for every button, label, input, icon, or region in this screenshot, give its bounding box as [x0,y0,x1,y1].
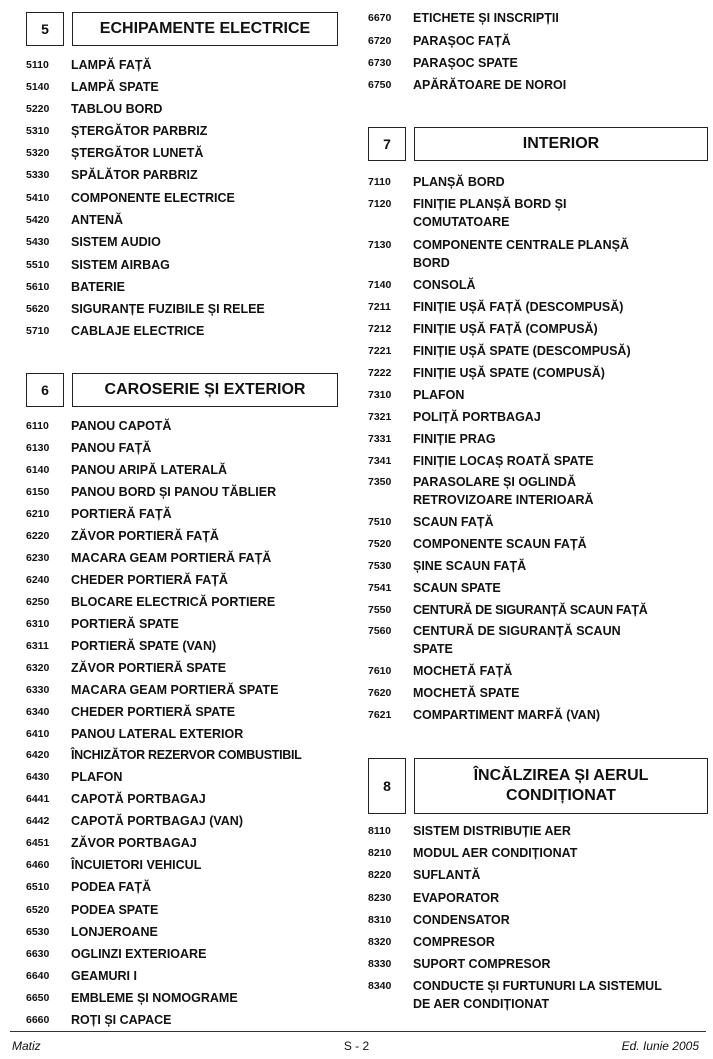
list-item [368,662,706,680]
item-name: CONDENSATOR [413,913,510,927]
item-name: PODEA FAȚĂ [71,880,152,894]
item-code: 6750 [368,79,392,91]
item-name: MOCHETĂ SPATE [413,686,520,700]
list-item [26,189,336,207]
item-name: PORTIERĂ SPATE [71,617,179,631]
item-code: 7560 [368,625,392,637]
item-name: SISTEM DISTRIBUȚIE AER [413,824,571,838]
item-name: CONSOLĂ [413,278,476,292]
item-code: 5330 [26,169,50,181]
item-name: CENTURĂ DE SIGURANȚĂ SCAUN SPATE [413,624,621,656]
list-item [26,856,336,874]
item-name: MODUL AER CONDIȚIONAT [413,846,578,860]
item-name: SCAUN SPATE [413,581,501,595]
item-code: 8220 [368,869,392,881]
list-item [26,746,342,764]
item-name: APĂRĂTOARE DE NOROI [413,78,567,92]
item-code: 8110 [368,825,391,837]
list-item [368,866,706,884]
item-code: 6441 [26,793,50,805]
footer-edition: Ed. Iunie 2005 [621,1039,699,1053]
item-code: 7621 [368,709,392,721]
item-code: 7350 [368,476,392,488]
item-code: 8330 [368,958,392,970]
item-name: ETICHETE ȘI INSCRIPȚII [413,11,559,25]
list-item [368,684,706,702]
item-name: PORTIERĂ FAȚĂ [71,507,172,521]
item-code: 6330 [26,684,50,696]
item-name: SUPORT COMPRESOR [413,957,551,971]
list-item [26,56,336,74]
item-name: PANOU FAȚĂ [71,441,152,455]
item-code: 5110 [26,59,49,71]
section-title: INTERIOR [414,127,708,161]
item-name: LONJEROANE [71,925,158,939]
item-name: FINIȚIE UȘĂ SPATE (DESCOMPUSĂ) [413,344,631,358]
item-name: CHEDER PORTIERĂ FAȚĂ [71,573,228,587]
list-item [368,320,706,338]
item-code: 6720 [368,35,392,47]
list-item [368,173,706,191]
list-item [26,989,336,1007]
list-item [26,439,336,457]
item-code: 5140 [26,81,50,93]
item-name: COMPRESOR [413,935,495,949]
item-name: COMPONENTE ELECTRICE [71,191,235,205]
list-item [26,637,336,655]
list-item [26,322,336,340]
list-item [368,933,706,951]
item-code: 5220 [26,103,50,115]
list-item [26,725,336,743]
list-item [368,557,706,575]
item-code: 7331 [368,433,392,445]
item-code: 7550 [368,604,392,616]
item-name: ȘTERGĂTOR LUNETĂ [71,146,204,160]
item-name: PARAȘOC SPATE [413,56,518,70]
list-item [26,967,336,985]
list-item [26,166,336,184]
list-item [368,844,706,862]
item-name: PARASOLARE ȘI OGLINDĂ RETROVIZOARE INTERIOARĂ [413,475,594,507]
section-number: 7 [368,127,406,161]
list-item [26,211,336,229]
list-item [26,878,336,896]
list-item [26,300,336,318]
item-code: 6530 [26,926,50,938]
item-code: 6320 [26,662,50,674]
item-code: 6660 [26,1014,50,1026]
item-name: SUFLANTĂ [413,868,481,882]
item-name: PANOU CAPOTĂ [71,419,172,433]
item-code: 7341 [368,455,392,467]
list-item [26,1011,336,1029]
item-name: PORTIERĂ SPATE (VAN) [71,639,217,653]
item-name: LAMPĂ SPATE [71,80,159,94]
section-title: ECHIPAMENTE ELECTRICE [72,12,338,46]
list-item [26,417,336,435]
item-code: 7212 [368,323,392,335]
list-item [368,822,706,840]
item-code: 6730 [368,57,392,69]
item-code: 6340 [26,706,50,718]
item-name: CAPOTĂ PORTBAGAJ (VAN) [71,814,243,828]
list-item [26,790,336,808]
item-code: 6110 [26,420,49,432]
item-name: CAPOTĂ PORTBAGAJ [71,792,206,806]
item-code: 8320 [368,936,392,948]
list-item [26,945,336,963]
item-name: PLAFON [413,388,465,402]
item-name: EVAPORATOR [413,891,500,905]
item-name: CONDUCTE ȘI FURTUNURI LA SISTEMUL DE AER CONDIȚIONAT [413,979,662,1011]
section-6-header [26,373,338,407]
item-code: 6250 [26,596,50,608]
list-item [26,256,336,274]
item-name: CABLAJE ELECTRICE [71,324,205,338]
item-code: 7610 [368,665,392,677]
list-item [26,527,336,545]
item-code: 6520 [26,904,50,916]
list-item [368,579,706,597]
list-item [368,889,706,907]
item-code: 8230 [368,892,392,904]
list-item [368,364,706,382]
item-code: 5710 [26,325,50,337]
item-code: 7541 [368,582,392,594]
item-code: 5320 [26,147,50,159]
list-item [26,768,336,786]
section-7-header [368,127,708,161]
item-name: POLIȚĂ PORTBAGAJ [413,410,541,424]
item-name: ȘTERGĂTOR PARBRIZ [71,124,208,138]
footer-model: Matiz [12,1039,41,1053]
section-number: 6 [26,373,64,407]
item-code: 6210 [26,508,50,520]
list-item [368,955,706,973]
list-item [26,100,336,118]
item-name: OGLINZI EXTERIOARE [71,947,207,961]
section-title: ÎNCĂLZIREA ȘI AERUL CONDIȚIONAT [414,758,708,814]
list-item [26,505,336,523]
item-code: 5420 [26,214,50,226]
item-code: 7530 [368,560,392,572]
list-item [26,615,336,633]
section-number: 5 [26,12,64,46]
list-item [26,834,336,852]
item-name: COMPONENTE SCAUN FAȚĂ [413,537,587,551]
list-item [368,535,706,553]
list-item [368,408,706,426]
item-code: 5310 [26,125,50,137]
footer-divider [10,1031,706,1032]
item-code: 6670 [368,12,392,24]
item-code: 6640 [26,970,50,982]
item-name: MACARA GEAM PORTIERĂ SPATE [71,683,279,697]
list-item [368,32,706,50]
list-item [368,195,618,231]
list-item [368,342,706,360]
item-name: ROȚI ȘI CAPACE [71,1013,172,1027]
item-name: BLOCARE ELECTRICĂ PORTIERE [71,595,276,609]
list-item [368,236,668,272]
list-item [26,549,336,567]
item-name: MACARA GEAM PORTIERĂ FAȚĂ [71,551,272,565]
item-name: ȘINE SCAUN FAȚĂ [413,559,527,573]
list-item [368,622,658,658]
list-item [368,911,706,929]
list-item [368,977,668,1013]
item-name: FINIȚIE LOCAȘ ROATĂ SPATE [413,454,594,468]
list-item [368,276,706,294]
item-code: 7321 [368,411,392,423]
item-name: SIGURANȚE FUZIBILE ȘI RELEE [71,302,265,316]
item-code: 6650 [26,992,50,1004]
page-number: S - 2 [343,1039,370,1053]
item-code: 6310 [26,618,50,630]
list-item [26,659,336,677]
list-item [368,452,706,470]
item-name: SCAUN FAȚĂ [413,515,494,529]
list-item [368,473,638,509]
item-name: CENTURĂ DE SIGURANȚĂ SCAUN FAȚĂ [413,603,648,617]
item-code: 6630 [26,948,50,960]
item-name: FINIȚIE UȘĂ FAȚĂ (COMPUSĂ) [413,322,598,336]
list-item [26,571,336,589]
item-code: 8210 [368,847,392,859]
list-item [26,122,336,140]
item-name: PANOU ARIPĂ LATERALĂ [71,463,228,477]
item-name: SPĂLĂTOR PARBRIZ [71,168,198,182]
item-code: 6451 [26,837,50,849]
item-name: ANTENĂ [71,213,124,227]
list-item [26,461,336,479]
item-name: FINIȚIE UȘĂ SPATE (COMPUSĂ) [413,366,605,380]
item-code: 8310 [368,914,392,926]
item-name: EMBLEME ȘI NOMOGRAME [71,991,238,1005]
item-name: GEAMURI I [71,969,137,983]
item-code: 7620 [368,687,392,699]
item-name: CHEDER PORTIERĂ SPATE [71,705,236,719]
list-item [26,812,336,830]
list-item [368,706,706,724]
item-code: 7221 [368,345,392,357]
item-name: PLAFON [71,770,123,784]
list-item [26,144,336,162]
section-8-header [368,758,708,814]
list-item [368,76,706,94]
item-name: FINIȚIE PLANȘĂ BORD ȘI COMUTATOARE [413,197,567,229]
item-name: TABLOU BORD [71,102,163,116]
section-title: CAROSERIE ȘI EXTERIOR [72,373,338,407]
item-name: PLANȘĂ BORD [413,175,505,189]
item-code: 8340 [368,980,392,992]
list-item [368,298,706,316]
item-code: 7222 [368,367,392,379]
item-code: 7211 [368,301,391,313]
item-code: 6430 [26,771,50,783]
item-code: 7140 [368,279,392,291]
item-name: ZĂVOR PORTIERĂ FAȚĂ [71,529,219,543]
list-item [368,601,708,619]
list-item [26,703,336,721]
item-code: 6230 [26,552,50,564]
item-name: SISTEM AIRBAG [71,258,170,272]
item-name: ZĂVOR PORTBAGAJ [71,836,197,850]
item-code: 7120 [368,198,392,210]
item-name: FINIȚIE PRAG [413,432,496,446]
item-code: 6220 [26,530,50,542]
item-name: MOCHETĂ FAȚĂ [413,664,513,678]
item-code: 6460 [26,859,50,871]
list-item [26,681,336,699]
item-code: 6311 [26,640,49,652]
list-item [368,9,706,27]
item-code: 7130 [368,239,392,251]
item-code: 7110 [368,176,391,188]
item-name: COMPARTIMENT MARFĂ (VAN) [413,708,601,722]
list-item [26,278,336,296]
item-code: 5430 [26,236,50,248]
item-name: PANOU LATERAL EXTERIOR [71,727,244,741]
list-item [26,593,336,611]
item-name: SISTEM AUDIO [71,235,161,249]
list-item [26,78,336,96]
item-code: 6140 [26,464,50,476]
item-code: 6420 [26,749,50,761]
item-code: 6442 [26,815,50,827]
item-code: 6510 [26,881,50,893]
list-item [368,54,706,72]
item-name: PARAȘOC FAȚĂ [413,34,511,48]
list-item [368,513,706,531]
item-code: 6130 [26,442,50,454]
list-item [368,430,706,448]
item-code: 7510 [368,516,392,528]
item-name: ZĂVOR PORTIERĂ SPATE [71,661,227,675]
list-item [26,901,336,919]
section-number: 8 [368,758,406,814]
list-item [26,923,336,941]
item-name: BATERIE [71,280,125,294]
item-code: 6150 [26,486,50,498]
item-code: 5510 [26,259,50,271]
list-item [26,483,336,501]
item-name: ÎNCHIZĂTOR REZERVOR COMBUSTIBIL [71,748,302,762]
item-name: PODEA SPATE [71,903,159,917]
list-item [26,233,336,251]
item-name: LAMPĂ FAȚĂ [71,58,152,72]
item-code: 7310 [368,389,392,401]
item-code: 5410 [26,192,50,204]
item-name: COMPONENTE CENTRALE PLANȘĂ BORD [413,238,629,270]
item-name: FINIȚIE UȘĂ FAȚĂ (DESCOMPUSĂ) [413,300,624,314]
item-code: 6240 [26,574,50,586]
item-code: 6410 [26,728,50,740]
list-item [368,386,706,404]
item-code: 5620 [26,303,50,315]
item-name: ÎNCUIETORI VEHICUL [71,858,202,872]
item-code: 5610 [26,281,50,293]
section-5-header [26,12,338,46]
item-name: PANOU BORD ȘI PANOU TĂBLIER [71,485,277,499]
item-code: 7520 [368,538,392,550]
